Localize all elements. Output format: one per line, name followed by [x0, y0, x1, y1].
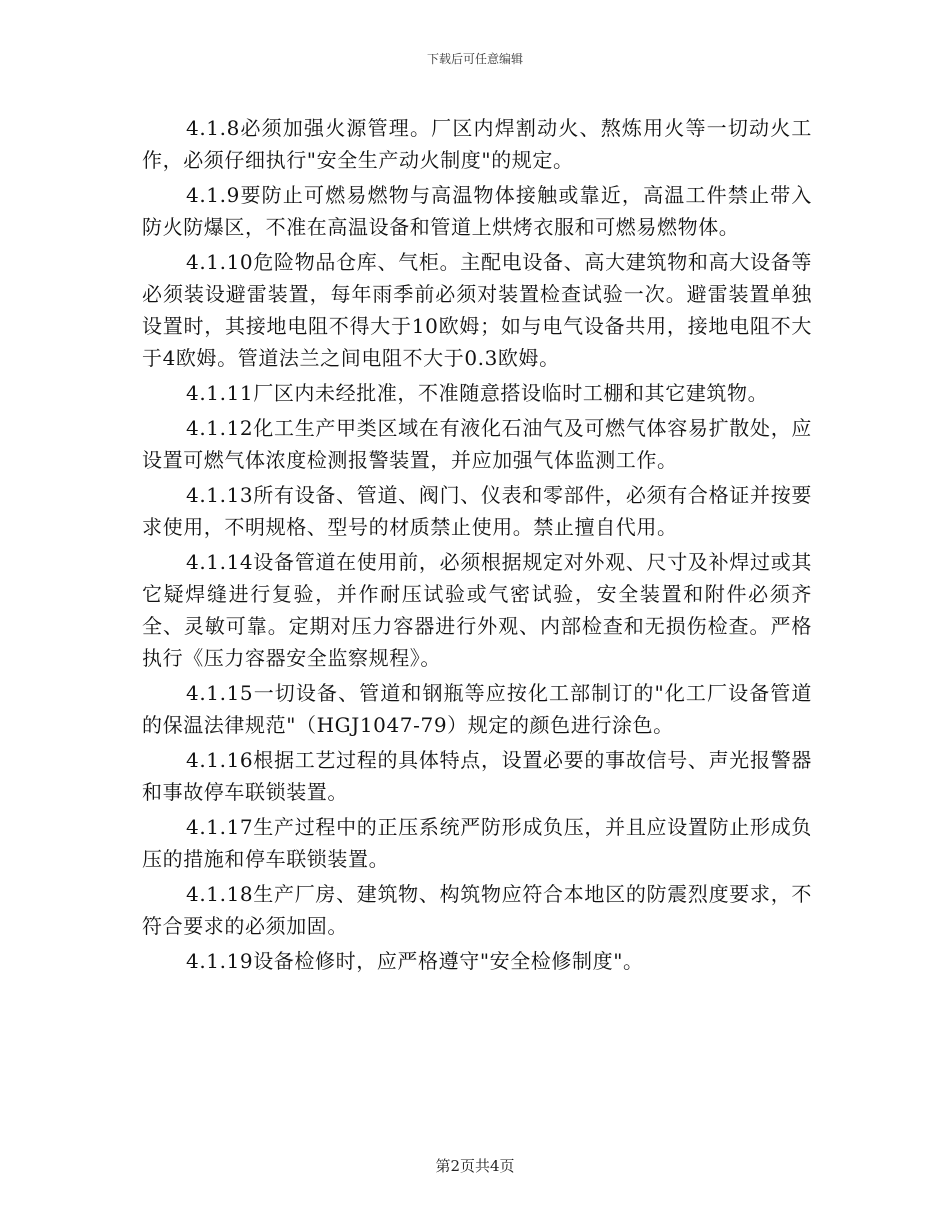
paragraph-4-1-8: 4.1.8必须加强火源管理。厂区内焊割动火、熬炼用火等一切动火工作，必须仔细执行"安全生产动火制度"的规定。 [142, 116, 812, 172]
page-header-note: 下载后可任意编辑 [426, 52, 523, 66]
paragraph-4-1-12: 4.1.12化工生产甲类区域在有液化石油气及可燃气体容易扩散处，应设置可燃气体浓度检测报警装置，并应加强气体监测工作。 [142, 416, 812, 472]
paragraph-4-1-13: 4.1.13所有设备、管道、阀门、仪表和零部件，必须有合格证并按要求使用，不明规格、型号的材质禁止使用。禁止擅自代用。 [142, 483, 812, 539]
paragraph-4-1-11: 4.1.11厂区内未经批准，不准随意搭设临时工棚和其它建筑物。 [186, 381, 769, 405]
paragraph-4-1-18: 4.1.18生产厂房、建筑物、构筑物应符合本地区的防震烈度要求，不符合要求的必须加固。 [142, 882, 812, 938]
paragraph-4-1-19: 4.1.19设备检修时，应严格遵守"安全检修制度"。 [186, 949, 644, 973]
paragraph-4-1-9: 4.1.9要防止可燃易燃物与高温物体接触或靠近，高温工件禁止带入防火防爆区，不准在高温设备和管道上烘烤衣服和可燃易燃物体。 [142, 183, 812, 239]
paragraph-4-1-15: 4.1.15一切设备、管道和钢瓶等应按化工部制订的"化工厂设备管道的保温法律规范"（HGJ1047-79）规定的颜色进行涂色。 [142, 681, 812, 737]
paragraph-4-1-16: 4.1.16根据工艺过程的具体特点，设置必要的事故信号、声光报警器和事故停车联锁装置。 [142, 748, 812, 804]
document-body [142, 112, 812, 977]
paragraph-4-1-17: 4.1.17生产过程中的正压系统严防形成负压，并且应设置防止形成负压的措施和停车联锁装置。 [142, 815, 812, 871]
page-number: 第2页共4页 [435, 1157, 515, 1175]
paragraph-4-1-14: 4.1.14设备管道在使用前，必须根据规定对外观、尺寸及补焊过或其它疑焊缝进行复验，并作耐压试验或气密试验，安全装置和附件必须齐全、灵敏可靠。定期对压力容器进行外观、内部检查和无损伤检查。严格执行《压力容器安全监察规程》。 [142, 550, 812, 670]
paragraph-4-1-10: 4.1.10危险物品仓库、气柜。主配电设备、高大建筑物和高大设备等必须装设避雷装置，每年雨季前必须对装置检查试验一次。避雷装置单独设置时，其接地电阻不得大于10欧姆；如与电气设备共用，接地电阻不大于4欧姆。管道法兰之间电阻不大于0.3欧姆。 [142, 250, 812, 370]
